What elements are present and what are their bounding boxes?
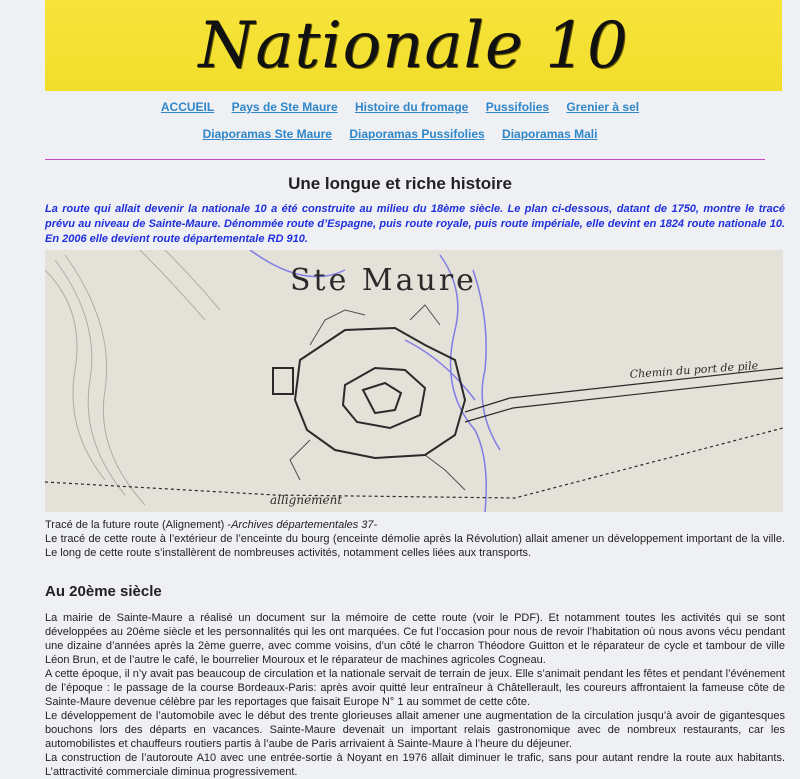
map-drawing: [45, 250, 783, 512]
paragraph: La construction de l’autoroute A10 avec une entrée-sortie à Noyant en 1976 allait diminuer le trafic, sans pour autant rendre la route aux habitants. L’attractivité commerciale diminua progressivement.: [45, 752, 785, 778]
nav-link-pays[interactable]: Pays de Ste Maure: [231, 100, 338, 114]
divider: [45, 159, 765, 160]
nav-link-accueil[interactable]: ACCUEIL: [160, 100, 215, 114]
intro-paragraph: La route qui allait devenir la nationale 10 a été construite au milieu du 18ème siècle. Le plan ci-dessous, datant de 1750, montre le tracé prévu au niveau de Sainte-Maure. Dénommée route d’Espagne, puis route royale, puis route impériale, elle devint en 1824 route nationale 10. En 2006 elle devient route départementale RD 910.: [45, 203, 785, 245]
site-title: Nationale 10: [198, 8, 629, 83]
nav-link-grenier[interactable]: Grenier à sel: [566, 100, 640, 114]
caption-source: Archives départementales 37-: [231, 519, 378, 531]
paragraph-route: Le tracé de cette route à l’extérieur de l’enceinte du bourg (enceinte démolie après la Révolution) allait amener un développement important de la ville. Le long de cette route s’installèrent de nombreuses activités, notamment celles liées aux transports.: [45, 533, 785, 559]
section-body-20e: [45, 611, 785, 779]
section-heading-20e: Au 20ème siècle: [45, 583, 162, 600]
paragraph: A cette époque, il n’y avait pas beaucoup de circulation et la nationale servait de terrain de jeux. Elle s’animait pendant les fêtes et pendant l’événement de l’époque : le passage de la course Bordeaux-Paris: après avoir quitté leur entraîneur à Châtellerault, les coureurs affrontaient la fameuse côte de Sainte-Maure devenue célèbre par les reportages que faisait Europe N° 1 au sommet de cette côte.: [45, 668, 785, 708]
secondary-nav: [0, 127, 800, 141]
page-title: Une longue et riche histoire: [288, 174, 512, 193]
map-title-text: Ste Maure: [290, 263, 477, 298]
site-banner: [45, 0, 782, 91]
map-caption: [45, 518, 377, 532]
historic-map-image: [45, 250, 783, 512]
main-nav: [0, 100, 800, 114]
nav-link-pussifolies[interactable]: Pussifolies: [485, 100, 550, 114]
caption-text: Tracé de la future route (Alignement) -: [45, 519, 232, 531]
map-alignment-label: allignement: [270, 493, 343, 507]
map-road-label: Chemin du port de pile: [629, 359, 759, 381]
paragraph: La mairie de Sainte-Maure a réalisé un document sur la mémoire de cette route (voir le PDF). Et notamment toutes les activités qui se sont développées au 20ème siècle et les personnalités qui les ont marquées. Ce fut l’occasion pour nous de revoir l’habitation où nous avons vécu pendant une dizaine d’années après la 2ème guerre, avec comme voisins, d’un côté le charron Théodore Guitton et le réparateur de cycle et tambour de ville Léon Brun, et de l’autre le café, le bourrelier Mouroux et le réparateur de machines agricoles Cogneau.: [45, 612, 785, 666]
nav-link-diaporamas-mali[interactable]: Diaporamas Mali: [502, 127, 598, 141]
nav-link-fromage[interactable]: Histoire du fromage: [354, 100, 469, 114]
paragraph: Le développement de l’automobile avec le début des trente glorieuses allait amener une augmentation de la circulation jusqu’à avoir de gigantesques bouchons lors des départs en vacances. Sainte-Maure devenait un important relais gastronomique avec de nombreux restaurants, car les automobilistes et chauffeurs routiers partis à l’aube de Paris arrivaient à Sainte-Maure à l’heure du déjeuner.: [45, 710, 785, 750]
nav-link-diaporamas-ste-maure[interactable]: Diaporamas Ste Maure: [202, 127, 332, 141]
nav-link-diaporamas-pussifolies[interactable]: Diaporamas Pussifolies: [349, 127, 485, 141]
